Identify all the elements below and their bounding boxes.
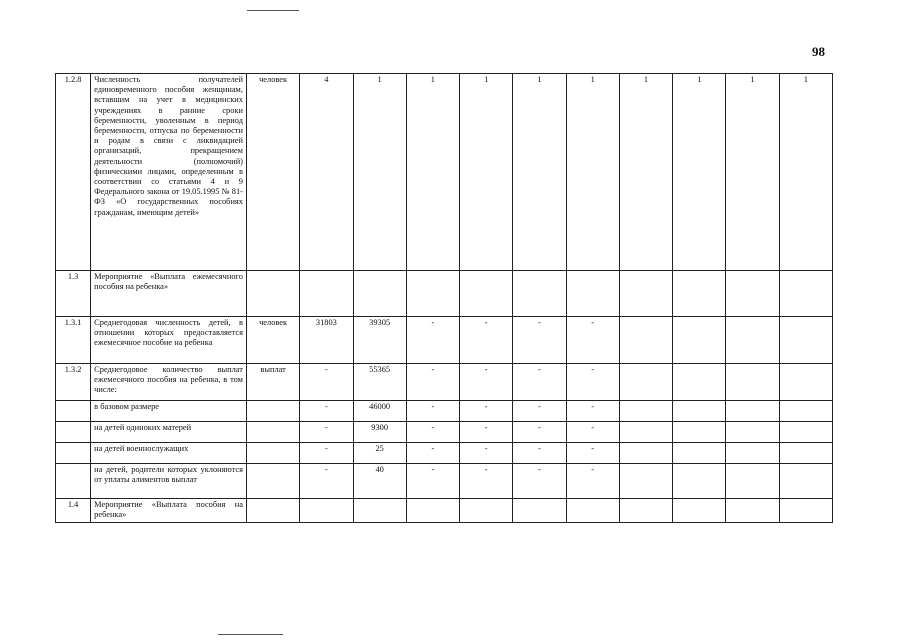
unit-cell [246, 499, 299, 523]
value-cell-2: 1 [353, 74, 406, 271]
indicator-cell: Мероприятие «Выплата ежемесячного пособия на ребенка» [91, 271, 247, 317]
value-cell-7 [619, 401, 672, 422]
value-cell-7 [619, 317, 672, 364]
row-number: 1.3.2 [56, 364, 91, 401]
value-cell-8 [673, 464, 726, 499]
value-cell-10 [779, 401, 832, 422]
table-row [56, 443, 833, 464]
value-cell-10 [779, 364, 832, 401]
unit-cell [246, 443, 299, 464]
value-cell-6 [566, 271, 619, 317]
scan-artifact-top [247, 10, 299, 11]
value-cell-9 [726, 317, 779, 364]
value-cell-3: - [406, 422, 459, 443]
value-cell-10 [779, 499, 832, 523]
value-cell-4: - [460, 422, 513, 443]
value-cell-9 [726, 271, 779, 317]
value-cell-5 [513, 271, 566, 317]
value-cell-10 [779, 317, 832, 364]
value-cell-2: 25 [353, 443, 406, 464]
value-cell-1: 31803 [300, 317, 353, 364]
value-cell-7 [619, 271, 672, 317]
value-cell-1 [300, 499, 353, 523]
table-row [56, 422, 833, 443]
value-cell-7 [619, 364, 672, 401]
indicator-cell: на детей одиноких матерей [91, 422, 247, 443]
value-cell-5: - [513, 317, 566, 364]
row-number [56, 401, 91, 422]
unit-cell [246, 422, 299, 443]
unit-cell: человек [246, 317, 299, 364]
value-cell-7 [619, 443, 672, 464]
value-cell-9 [726, 464, 779, 499]
value-cell-9: 1 [726, 74, 779, 271]
value-cell-9 [726, 443, 779, 464]
table-row [56, 271, 833, 317]
table-row [56, 74, 833, 271]
table-row [56, 317, 833, 364]
value-cell-4: - [460, 443, 513, 464]
unit-cell: выплат [246, 364, 299, 401]
value-cell-5: - [513, 464, 566, 499]
value-cell-9 [726, 401, 779, 422]
value-cell-4 [460, 499, 513, 523]
value-cell-8: 1 [673, 74, 726, 271]
value-cell-7 [619, 464, 672, 499]
indicator-cell: Среднегодовое количество выплат ежемесячного пособия на ребенка, в том числе: [91, 364, 247, 401]
value-cell-5: - [513, 364, 566, 401]
table-row [56, 499, 833, 523]
value-cell-6: - [566, 364, 619, 401]
row-number: 1.4 [56, 499, 91, 523]
value-cell-6: - [566, 401, 619, 422]
row-number: 1.3 [56, 271, 91, 317]
value-cell-10: 1 [779, 74, 832, 271]
value-cell-3: - [406, 443, 459, 464]
value-cell-4: - [460, 364, 513, 401]
table-row [56, 464, 833, 499]
value-cell-3: - [406, 317, 459, 364]
value-cell-8 [673, 364, 726, 401]
indicator-cell: Среднегодовая численность детей, в отношении которых предоставляется ежемесячное пособие на ребенка [91, 317, 247, 364]
value-cell-3 [406, 499, 459, 523]
unit-cell [246, 401, 299, 422]
row-number [56, 464, 91, 499]
value-cell-2 [353, 499, 406, 523]
value-cell-8 [673, 499, 726, 523]
table-row [56, 401, 833, 422]
value-cell-2: 9300 [353, 422, 406, 443]
page-number: 98 [812, 44, 825, 59]
value-cell-3: - [406, 401, 459, 422]
value-cell-2: 46000 [353, 401, 406, 422]
value-cell-1: - [300, 464, 353, 499]
table-row [56, 364, 833, 401]
value-cell-4: - [460, 401, 513, 422]
value-cell-9 [726, 364, 779, 401]
value-cell-1: - [300, 443, 353, 464]
value-cell-2: 55365 [353, 364, 406, 401]
value-cell-2 [353, 271, 406, 317]
value-cell-3 [406, 271, 459, 317]
value-cell-10 [779, 422, 832, 443]
value-cell-10 [779, 271, 832, 317]
value-cell-6 [566, 499, 619, 523]
indicator-cell: на детей, родители которых уклоняются от уплаты алиментов выплат [91, 464, 247, 499]
value-cell-6: - [566, 422, 619, 443]
indicator-cell: на детей военнослужащих [91, 443, 247, 464]
row-number [56, 443, 91, 464]
unit-cell [246, 271, 299, 317]
value-cell-5: - [513, 443, 566, 464]
value-cell-7 [619, 422, 672, 443]
value-cell-6: - [566, 443, 619, 464]
value-cell-8 [673, 401, 726, 422]
indicator-cell: Мероприятие «Выплата пособия на ребенка» [91, 499, 247, 523]
value-cell-5 [513, 499, 566, 523]
table-body [56, 74, 833, 523]
value-cell-6: - [566, 317, 619, 364]
value-cell-10 [779, 443, 832, 464]
unit-cell: человек [246, 74, 299, 271]
value-cell-1 [300, 271, 353, 317]
value-cell-5: - [513, 422, 566, 443]
value-cell-1: 4 [300, 74, 353, 271]
indicator-cell: Численность получателей единовременного пособия женщинам, вставшим на учет в медицинских учреждениях в ранние сроки беременности, уволенным в период беременности, отпуска по беременности и родам в связи с ликвидацией организаций, прекращением деятельности (полномочий) физическими лицами, определенным в соответствии со статьями 4 и 9 Федерального закона от 19.05.1995 № 81-ФЗ «О государственных пособиях гражданам, имеющим детей» [91, 74, 247, 271]
value-cell-4: 1 [460, 74, 513, 271]
value-cell-8 [673, 443, 726, 464]
row-number [56, 422, 91, 443]
row-number: 1.2.8 [56, 74, 91, 271]
value-cell-2: 40 [353, 464, 406, 499]
value-cell-9 [726, 422, 779, 443]
value-cell-6: 1 [566, 74, 619, 271]
value-cell-1: - [300, 364, 353, 401]
value-cell-4: - [460, 464, 513, 499]
value-cell-2: 39305 [353, 317, 406, 364]
value-cell-3: - [406, 464, 459, 499]
value-cell-7: 1 [619, 74, 672, 271]
value-cell-1: - [300, 422, 353, 443]
value-cell-4: - [460, 317, 513, 364]
value-cell-3: - [406, 364, 459, 401]
value-cell-5: 1 [513, 74, 566, 271]
value-cell-8 [673, 317, 726, 364]
scan-artifact-bottom [218, 634, 283, 635]
row-number: 1.3.1 [56, 317, 91, 364]
indicator-cell: в базовом размере [91, 401, 247, 422]
value-cell-7 [619, 499, 672, 523]
value-cell-3: 1 [406, 74, 459, 271]
unit-cell [246, 464, 299, 499]
value-cell-6: - [566, 464, 619, 499]
value-cell-1: - [300, 401, 353, 422]
indicators-table [55, 73, 833, 523]
value-cell-4 [460, 271, 513, 317]
value-cell-8 [673, 271, 726, 317]
value-cell-8 [673, 422, 726, 443]
value-cell-5: - [513, 401, 566, 422]
value-cell-9 [726, 499, 779, 523]
value-cell-10 [779, 464, 832, 499]
